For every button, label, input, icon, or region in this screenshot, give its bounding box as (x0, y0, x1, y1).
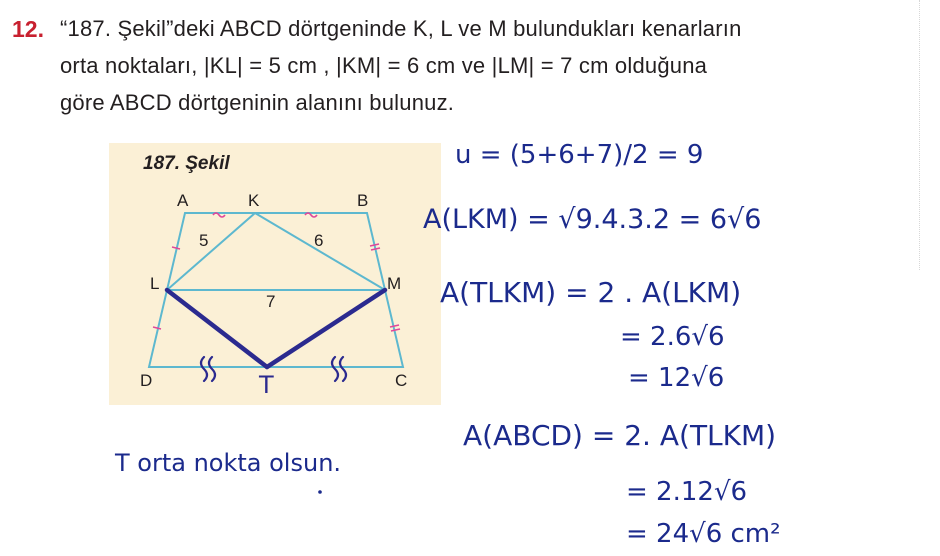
hw-t-note: T orta nokta olsun. (115, 449, 342, 477)
label-lm: 7 (266, 292, 276, 311)
label-a: A (177, 191, 189, 210)
label-l: L (150, 274, 160, 293)
label-d: D (140, 371, 153, 390)
hw-abcd-1: A(ABCD) = 2. A(TLKM) (463, 419, 777, 452)
hw-tlkm-3: = 12√6 (628, 363, 725, 393)
problem-number: 12. (12, 16, 44, 42)
pen-dot (318, 490, 322, 494)
hw-u-formula: u = (5+6+7)/2 = 9 (455, 140, 704, 170)
problem-line-3: göre ABCD dörtgeninin alanını bulunuz. (60, 90, 455, 115)
problem-line-2: orta noktaları, |KL| = 5 cm , |KM| = 6 cm ve |LM| = 7 cm olduğuna (60, 53, 708, 78)
label-t: T (259, 371, 274, 399)
hw-heron: A(LKM) = √9.4.3.2 = 6√6 (423, 204, 762, 235)
label-k: K (248, 191, 260, 210)
label-km: 6 (314, 231, 324, 250)
problem-line-1: “187. Şekil”deki ABCD dörtgeninde K, L ve M bulundukları kenarların (60, 16, 742, 41)
figure-title: 187. Şekil (143, 153, 230, 174)
label-m: M (387, 274, 402, 293)
label-c: C (395, 371, 408, 390)
label-kl: 5 (199, 231, 209, 250)
label-b: B (357, 191, 369, 210)
hw-tlkm-1: A(TLKM) = 2 . A(LKM) (440, 276, 742, 309)
hw-abcd-3: = 24√6 cm² (626, 519, 781, 549)
hw-tlkm-2: = 2.6√6 (620, 322, 725, 352)
hw-abcd-2: = 2.12√6 (626, 477, 748, 507)
